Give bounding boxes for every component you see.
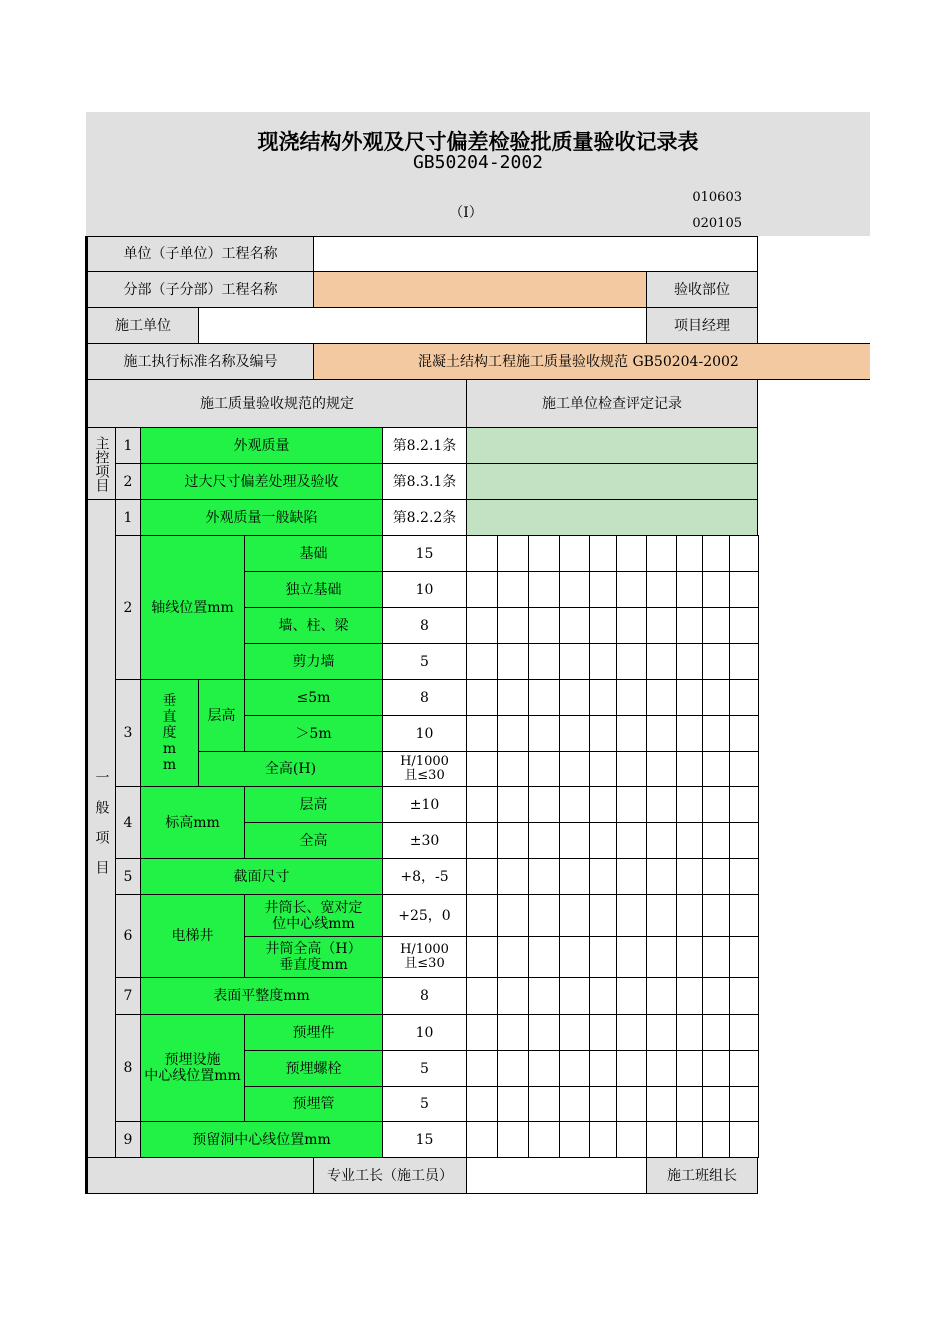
form-title: 现浇结构外观及尺寸偏差检验批质量验收记录表	[257, 130, 699, 154]
measurement-cell[interactable]	[528, 679, 560, 716]
measurement-cell[interactable]	[646, 751, 677, 787]
gen-item1-name: 外观质量一般缺陷	[140, 499, 383, 536]
measurement-cell[interactable]	[702, 936, 730, 978]
measurement-cell[interactable]	[702, 607, 730, 644]
gen-item3-full-tol-2: 且≤30	[404, 768, 445, 783]
gen-item4-sub-tol: ±30	[382, 822, 467, 859]
measurement-cell[interactable]	[528, 858, 560, 895]
gen-item3-sub-name: ＞5m	[244, 715, 383, 752]
form-code-1: 010603	[692, 190, 742, 205]
measurement-cell[interactable]	[676, 1086, 703, 1122]
measurement-cell[interactable]	[559, 715, 590, 752]
foreman-field[interactable]	[466, 1157, 647, 1194]
measurement-cell[interactable]	[589, 936, 617, 978]
measurement-cell[interactable]	[466, 786, 498, 823]
measurement-cell[interactable]	[466, 643, 498, 680]
measurement-cell[interactable]	[497, 571, 529, 608]
measurement-cell[interactable]	[646, 607, 677, 644]
division-field[interactable]	[313, 271, 647, 308]
measurement-cell[interactable]	[646, 1050, 677, 1087]
gen-item6-sub1-name	[244, 894, 383, 937]
measurement-cell[interactable]	[497, 858, 529, 895]
measurement-cell[interactable]	[616, 679, 647, 716]
measurement-cell[interactable]	[729, 786, 759, 823]
gen-item4-sub-name: 层高	[244, 786, 383, 823]
gen-item8-sub-name: 预埋螺栓	[244, 1050, 383, 1087]
measurement-cell[interactable]	[497, 1050, 529, 1087]
measurement-cell[interactable]	[646, 894, 677, 937]
gen-item8-sub-tol: 10	[382, 1014, 467, 1051]
standard-code: GB50204-2002	[412, 152, 544, 173]
foreman-label: 专业工长（施工员）	[313, 1157, 467, 1194]
measurement-cell[interactable]	[528, 1014, 560, 1051]
gen-item6-sub1-tol: +25，0	[382, 894, 467, 937]
measurement-cell[interactable]	[702, 535, 730, 572]
measurement-cell[interactable]	[616, 936, 647, 978]
measurement-cell[interactable]	[616, 1050, 647, 1087]
gen-item5-no: 5	[115, 858, 141, 895]
gen-item6-sub2-tol	[382, 936, 467, 978]
measurement-cell[interactable]	[729, 535, 759, 572]
measurement-cell[interactable]	[729, 977, 759, 1015]
measurement-cell[interactable]	[497, 822, 529, 859]
measurement-cell[interactable]	[646, 858, 677, 895]
gen-item8-sub-name: 预埋件	[244, 1014, 383, 1051]
measurement-cell[interactable]	[702, 751, 730, 787]
contractor-field[interactable]	[198, 307, 647, 344]
measurement-cell[interactable]	[466, 1086, 498, 1122]
gen-item6-sub2-name-1: 井筒全高（H）	[265, 941, 362, 957]
measurement-cell[interactable]	[676, 977, 703, 1015]
measurement-cell[interactable]	[616, 535, 647, 572]
unit-project-field[interactable]	[313, 236, 758, 272]
gen-item3-no: 3	[115, 679, 141, 787]
measurement-cell[interactable]	[616, 751, 647, 787]
gen-item2-sub-tol: 10	[382, 571, 467, 608]
measurement-cell[interactable]	[729, 571, 759, 608]
measurement-cell[interactable]	[702, 571, 730, 608]
measurement-cell[interactable]	[616, 607, 647, 644]
mc-item1-clause: 第8.2.1条	[382, 427, 467, 464]
project-manager-label: 项目经理	[646, 307, 758, 344]
measurement-cell[interactable]	[559, 977, 590, 1015]
form-header	[86, 112, 870, 236]
gen-item9-no: 9	[115, 1121, 141, 1158]
gen-item7-tol: 8	[382, 977, 467, 1015]
measurement-cell[interactable]	[559, 1050, 590, 1087]
gen-item2-sub-name: 墙、柱、梁	[244, 607, 383, 644]
measurement-cell[interactable]	[702, 679, 730, 716]
gen-item4-name: 标高mm	[140, 786, 245, 859]
measurement-cell[interactable]	[528, 571, 560, 608]
measurement-cell[interactable]	[646, 786, 677, 823]
mc-item2-record[interactable]	[466, 463, 758, 500]
gen-item4-sub-tol: ±10	[382, 786, 467, 823]
measurement-cell[interactable]	[676, 1050, 703, 1087]
measurement-cell[interactable]	[729, 894, 759, 937]
measurement-cell[interactable]	[466, 715, 498, 752]
division-label: 分部（子分部）工程名称	[87, 271, 314, 308]
measurement-cell[interactable]	[702, 786, 730, 823]
general-group-label	[87, 499, 116, 1158]
measurement-cell[interactable]	[616, 786, 647, 823]
gen-item8-name	[140, 1014, 245, 1122]
spec-header: 施工质量验收规范的规定	[87, 379, 467, 428]
measurement-cell[interactable]	[497, 751, 529, 787]
measurement-cell[interactable]	[528, 535, 560, 572]
gen-item8-sub-name: 预埋管	[244, 1086, 383, 1122]
gen-item2-sub-tol: 5	[382, 643, 467, 680]
measurement-cell[interactable]	[729, 643, 759, 680]
mc-item2-name: 过大尺寸偏差处理及验收	[140, 463, 383, 500]
gen-item6-sub2-name-2: 垂直度mm	[279, 957, 348, 973]
mc-item2-clause: 第8.3.1条	[382, 463, 467, 500]
measurement-cell[interactable]	[702, 1086, 730, 1122]
general-group-text: 一般项目	[93, 770, 110, 890]
gen-item6-name: 电梯井	[140, 894, 245, 978]
gen-item6-sub2-tol-1: H/1000	[400, 942, 449, 957]
measurement-cell[interactable]	[589, 1014, 617, 1051]
measurement-cell[interactable]	[676, 786, 703, 823]
measurement-cell[interactable]	[466, 822, 498, 859]
measurement-cell[interactable]	[528, 977, 560, 1015]
measurement-cell[interactable]	[528, 1050, 560, 1087]
gen-item5-tol: +8，-5	[382, 858, 467, 895]
measurement-cell[interactable]	[646, 1121, 677, 1158]
gen-item2-sub-name: 独立基础	[244, 571, 383, 608]
gen-item3-full-tol	[382, 751, 467, 787]
measurement-cell[interactable]	[729, 1086, 759, 1122]
gen-item8-name-1: 预埋设施	[164, 1052, 221, 1068]
measurement-cell[interactable]	[729, 1121, 759, 1158]
measurement-cell[interactable]	[589, 643, 617, 680]
measurement-cell[interactable]	[616, 977, 647, 1015]
measurement-cell[interactable]	[559, 858, 590, 895]
measurement-cell[interactable]	[676, 1014, 703, 1051]
measurement-cell[interactable]	[497, 535, 529, 572]
measurement-cell[interactable]	[466, 894, 498, 937]
measurement-cell[interactable]	[702, 858, 730, 895]
measurement-cell[interactable]	[466, 1014, 498, 1051]
measurement-cell[interactable]	[589, 571, 617, 608]
measurement-cell[interactable]	[589, 679, 617, 716]
measurement-cell[interactable]	[676, 1121, 703, 1158]
measurement-cell[interactable]	[589, 1086, 617, 1122]
measurement-cell[interactable]	[528, 894, 560, 937]
gen-item8-sub-tol: 5	[382, 1086, 467, 1122]
gen-item6-sub2-name	[244, 936, 383, 978]
gen-item2-no: 2	[115, 535, 141, 680]
standard-field[interactable]: 混凝土结构工程施工质量验收规范 GB50204-2002	[313, 343, 870, 380]
measurement-cell[interactable]	[616, 822, 647, 859]
gen-item6-sub1-name-2: 位中心线mm	[272, 915, 355, 932]
gen-item8-no: 8	[115, 1014, 141, 1122]
measurement-cell[interactable]	[589, 1121, 617, 1158]
measurement-cell[interactable]	[702, 715, 730, 752]
gen-item3-name-text: 垂直度mm	[162, 693, 177, 773]
measurement-cell[interactable]	[616, 571, 647, 608]
gen-item9-name: 预留洞中心线位置mm	[140, 1121, 383, 1158]
measurement-cell[interactable]	[702, 1014, 730, 1051]
measurement-cell[interactable]	[528, 786, 560, 823]
main-control-group-label	[87, 427, 116, 500]
measurement-cell[interactable]	[676, 936, 703, 978]
measurement-cell[interactable]	[497, 786, 529, 823]
measurement-cell[interactable]	[646, 679, 677, 716]
gen-item6-sub1-name-1: 井筒长、宽对定	[264, 899, 363, 916]
measurement-cell[interactable]	[729, 751, 759, 787]
measurement-cell[interactable]	[466, 858, 498, 895]
measurement-cell[interactable]	[497, 715, 529, 752]
measurement-cell[interactable]	[497, 936, 529, 978]
measurement-cell[interactable]	[702, 822, 730, 859]
measurement-cell[interactable]	[676, 571, 703, 608]
record-header: 施工单位检查评定记录	[466, 379, 758, 428]
measurement-cell[interactable]	[559, 679, 590, 716]
measurement-cell[interactable]	[589, 786, 617, 823]
measurement-cell[interactable]	[676, 822, 703, 859]
measurement-cell[interactable]	[559, 571, 590, 608]
measurement-cell[interactable]	[559, 1121, 590, 1158]
contractor-label: 施工单位	[87, 307, 199, 344]
measurement-cell[interactable]	[528, 715, 560, 752]
measurement-cell[interactable]	[702, 1121, 730, 1158]
measurement-cell[interactable]	[589, 858, 617, 895]
mc-item2-no: 2	[115, 463, 141, 500]
measurement-cell[interactable]	[528, 822, 560, 859]
measurement-cell[interactable]	[646, 936, 677, 978]
measurement-cell[interactable]	[559, 894, 590, 937]
measurement-cell[interactable]	[528, 1121, 560, 1158]
measurement-cell[interactable]	[729, 1050, 759, 1087]
measurement-cell[interactable]	[466, 535, 498, 572]
measurement-cell[interactable]	[676, 894, 703, 937]
measurement-cell[interactable]	[676, 715, 703, 752]
measurement-cell[interactable]	[616, 715, 647, 752]
measurement-cell[interactable]	[559, 535, 590, 572]
mc-item1-name: 外观质量	[140, 427, 383, 464]
form-code-2: 020105	[692, 216, 742, 231]
measurement-cell[interactable]	[466, 571, 498, 608]
measurement-cell[interactable]	[702, 894, 730, 937]
measurement-cell[interactable]	[646, 715, 677, 752]
measurement-cell[interactable]	[616, 1086, 647, 1122]
measurement-cell[interactable]	[676, 679, 703, 716]
gen-item8-name-2: 中心线位置mm	[144, 1068, 241, 1084]
gen-item6-sub2-tol-2: 且≤30	[404, 956, 445, 971]
gen-item1-record[interactable]	[466, 499, 758, 536]
measurement-cell[interactable]	[646, 977, 677, 1015]
measurement-cell[interactable]	[497, 1014, 529, 1051]
measurement-cell[interactable]	[589, 1050, 617, 1087]
measurement-cell[interactable]	[528, 751, 560, 787]
unit-project-label: 单位（子单位）工程名称	[87, 236, 314, 272]
measurement-cell[interactable]	[676, 535, 703, 572]
gen-item2-sub-name: 基础	[244, 535, 383, 572]
measurement-cell[interactable]	[497, 977, 529, 1015]
measurement-cell[interactable]	[497, 1121, 529, 1158]
gen-item3-name	[140, 679, 199, 787]
team-leader-label: 施工班组长	[646, 1157, 758, 1194]
acceptance-part-label: 验收部位	[646, 271, 758, 308]
measurement-cell[interactable]	[466, 751, 498, 787]
measurement-cell[interactable]	[559, 936, 590, 978]
gen-item3-sub-tol: 10	[382, 715, 467, 752]
measurement-cell[interactable]	[497, 894, 529, 937]
measurement-cell[interactable]	[559, 786, 590, 823]
measurement-cell[interactable]	[497, 607, 529, 644]
gen-item7-no: 7	[115, 977, 141, 1015]
measurement-cell[interactable]	[646, 535, 677, 572]
measurement-cell[interactable]	[729, 1014, 759, 1051]
gen-item2-sub-tol: 15	[382, 535, 467, 572]
gen-item2-sub-tol: 8	[382, 607, 467, 644]
measurement-cell[interactable]	[702, 643, 730, 680]
measurement-cell[interactable]	[616, 1014, 647, 1051]
mc-item1-record[interactable]	[466, 427, 758, 464]
measurement-cell[interactable]	[646, 643, 677, 680]
measurement-cell[interactable]	[466, 679, 498, 716]
measurement-cell[interactable]	[676, 607, 703, 644]
measurement-cell[interactable]	[676, 858, 703, 895]
measurement-cell[interactable]	[528, 607, 560, 644]
measurement-cell[interactable]	[559, 607, 590, 644]
measurement-cell[interactable]	[528, 643, 560, 680]
gen-item1-clause: 第8.2.2条	[382, 499, 467, 536]
measurement-cell[interactable]	[616, 643, 647, 680]
measurement-cell[interactable]	[497, 679, 529, 716]
measurement-cell[interactable]	[559, 1014, 590, 1051]
gen-item2-name: 轴线位置mm	[140, 535, 245, 680]
gen-item3-sub-group: 层高	[198, 679, 245, 752]
gen-item3-full-name: 全高(H)	[198, 751, 383, 787]
gen-item3-sub-name: ≤5m	[244, 679, 383, 716]
measurement-cell[interactable]	[729, 679, 759, 716]
measurement-cell[interactable]	[559, 822, 590, 859]
measurement-cell[interactable]	[616, 894, 647, 937]
gen-item6-no: 6	[115, 894, 141, 978]
measurement-cell[interactable]	[528, 936, 560, 978]
measurement-cell[interactable]	[466, 936, 498, 978]
measurement-cell[interactable]	[466, 1050, 498, 1087]
measurement-cell[interactable]	[616, 858, 647, 895]
measurement-cell[interactable]	[559, 751, 590, 787]
measurement-cell[interactable]	[676, 751, 703, 787]
gen-item5-name: 截面尺寸	[140, 858, 383, 895]
gen-item3-full-tol-1: H/1000	[400, 754, 449, 769]
measurement-cell[interactable]	[729, 715, 759, 752]
measurement-cell[interactable]	[466, 607, 498, 644]
measurement-cell[interactable]	[559, 643, 590, 680]
measurement-cell[interactable]	[729, 936, 759, 978]
gen-item2-sub-name: 剪力墙	[244, 643, 383, 680]
measurement-cell[interactable]	[589, 822, 617, 859]
measurement-cell[interactable]	[589, 715, 617, 752]
form-subtitle: （Ⅰ）	[449, 205, 483, 221]
measurement-cell[interactable]	[702, 977, 730, 1015]
gen-item1-no: 1	[115, 499, 141, 536]
measurement-cell[interactable]	[589, 607, 617, 644]
measurement-cell[interactable]	[589, 535, 617, 572]
footer-blank	[87, 1157, 314, 1194]
main-control-text: 主控项目	[93, 435, 110, 492]
measurement-cell[interactable]	[466, 977, 498, 1015]
measurement-cell[interactable]	[729, 858, 759, 895]
measurement-cell[interactable]	[646, 822, 677, 859]
measurement-cell[interactable]	[729, 822, 759, 859]
measurement-cell[interactable]	[729, 607, 759, 644]
gen-item8-sub-tol: 5	[382, 1050, 467, 1087]
measurement-cell[interactable]	[646, 571, 677, 608]
measurement-cell[interactable]	[646, 1014, 677, 1051]
measurement-cell[interactable]	[589, 751, 617, 787]
measurement-cell[interactable]	[559, 1086, 590, 1122]
standard-label: 施工执行标准名称及编号	[87, 343, 314, 380]
gen-item3-sub-tol: 8	[382, 679, 467, 716]
measurement-cell[interactable]	[589, 894, 617, 937]
measurement-cell[interactable]	[528, 1086, 560, 1122]
measurement-cell[interactable]	[616, 1121, 647, 1158]
gen-item4-no: 4	[115, 786, 141, 859]
measurement-cell[interactable]	[676, 643, 703, 680]
measurement-cell[interactable]	[646, 1086, 677, 1122]
measurement-cell[interactable]	[466, 1121, 498, 1158]
gen-item4-sub-name: 全高	[244, 822, 383, 859]
gen-item7-name: 表面平整度mm	[140, 977, 383, 1015]
measurement-cell[interactable]	[589, 977, 617, 1015]
mc-item1-no: 1	[115, 427, 141, 464]
measurement-cell[interactable]	[702, 1050, 730, 1087]
measurement-cell[interactable]	[497, 1086, 529, 1122]
measurement-cell[interactable]	[497, 643, 529, 680]
gen-item9-tol: 15	[382, 1121, 467, 1158]
